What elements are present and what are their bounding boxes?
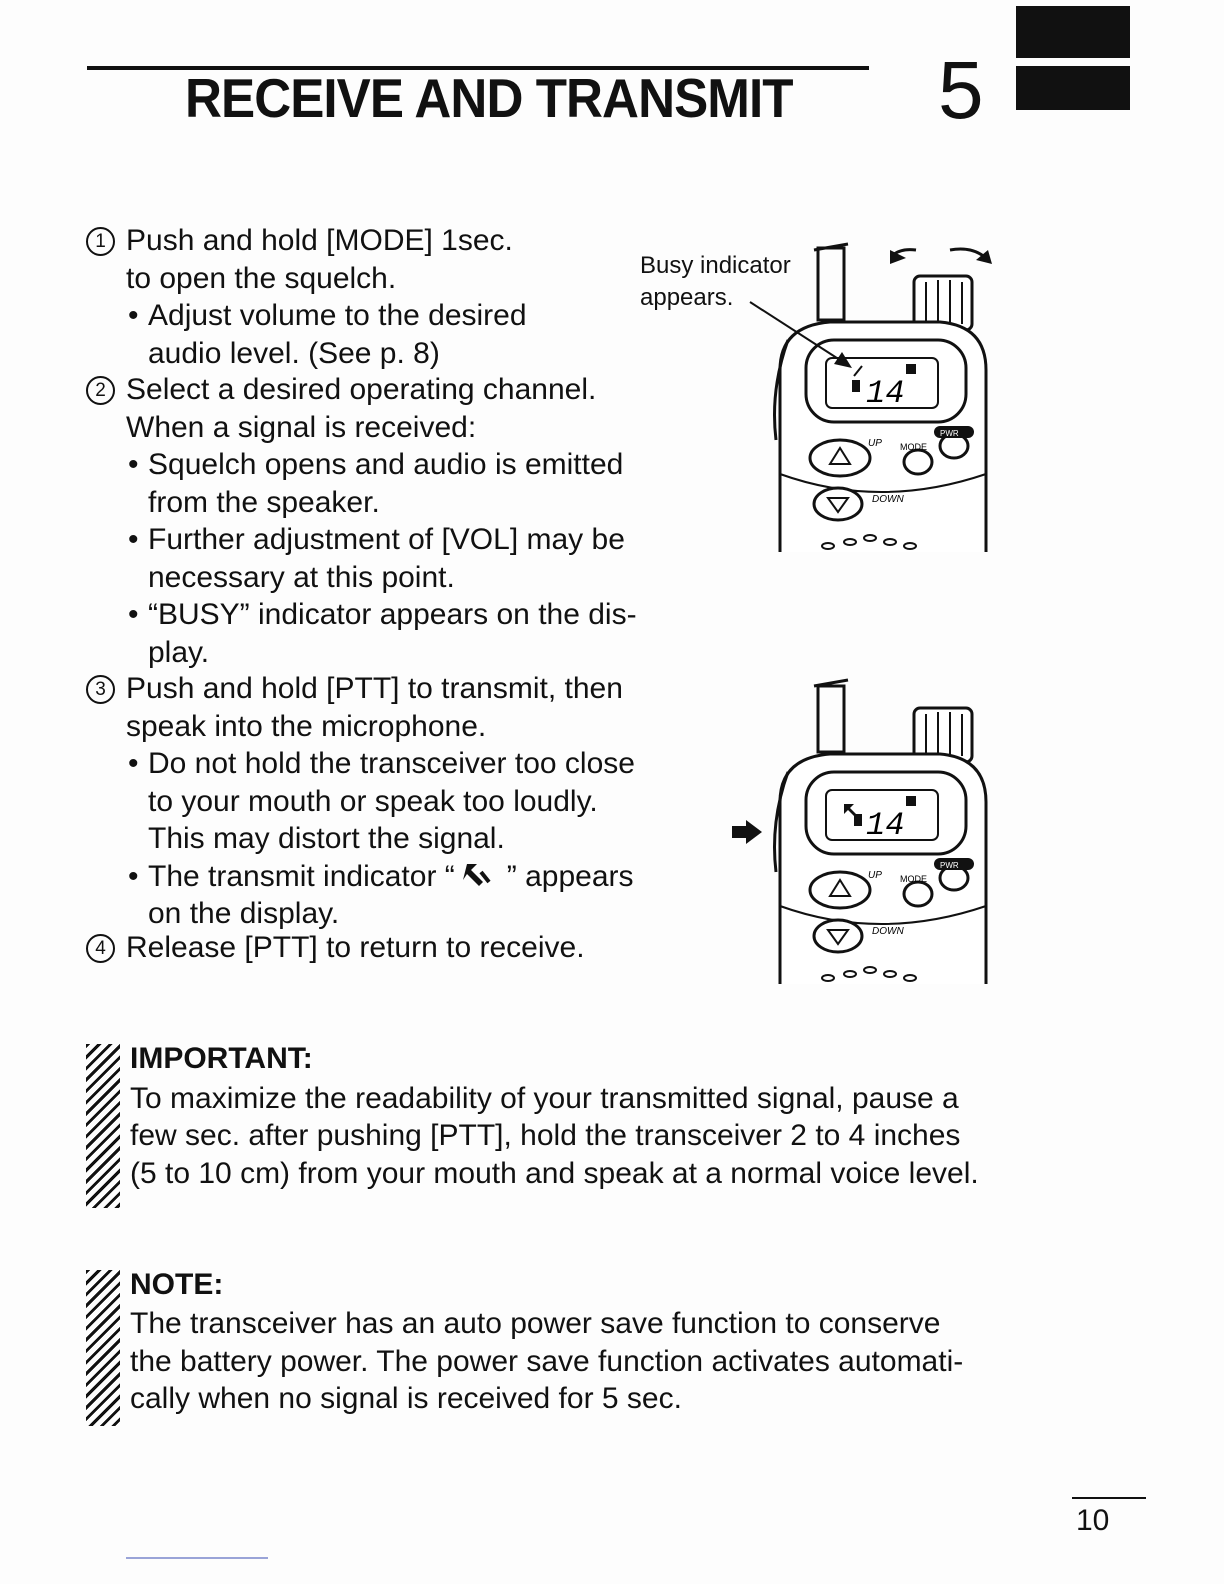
transceiver-receive-figure <box>740 240 1000 560</box>
down-button <box>814 920 862 952</box>
step-4 <box>86 929 585 967</box>
chapter-tab-marker <box>1016 66 1130 110</box>
caption-pointer <box>740 290 870 390</box>
power-label: PWR <box>940 429 959 438</box>
power-label: PWR <box>940 861 959 870</box>
bullet-text: from the speaker. <box>148 485 380 519</box>
bullet-text: “BUSY” indicator appears on the dis- <box>148 598 637 631</box>
step-number: 4 <box>86 934 115 963</box>
transmit-indicator-icon <box>455 860 507 890</box>
bullet-text: Further adjustment of [VOL] may be <box>148 523 625 556</box>
bullet-text: to your mouth or speak too loudly. <box>148 784 598 818</box>
step-text: Push and hold [MODE] 1sec. <box>126 224 513 257</box>
bullet-text: on the display. <box>148 897 340 930</box>
mode-label: MODE <box>900 874 927 884</box>
busy-indicator-caption: Busy indicator appears. <box>640 252 791 311</box>
important-text: (5 to 10 cm) from your mouth and speak at a normal voice level. <box>130 1157 979 1190</box>
bullet-text: The transmit indicator “ <box>148 859 455 893</box>
bullet-text: audio level. (See p. 8) <box>148 336 440 370</box>
step-text: speak into the microphone. <box>126 709 487 743</box>
step-1: 1 Push and hold [MODE] 1sec. to open the squelch. • Adjust volume to the desired audio level. (See p. 8) <box>86 222 527 372</box>
note-box <box>86 1266 1046 1426</box>
antenna <box>818 686 844 752</box>
bullet-text: Squelch opens and audio is emitted <box>148 448 624 481</box>
note-text: the battery power. The power save function activates automati- <box>130 1345 964 1378</box>
bullet-text: ” appears <box>506 859 634 893</box>
step-number: 2 <box>86 376 115 405</box>
step-text: When a signal is received: <box>126 410 477 444</box>
bullet-text: This may distort the signal. <box>148 822 505 855</box>
transceiver-transmit-drawing <box>740 672 1000 992</box>
note-text: cally when no signal is received for 5 sec. <box>130 1382 682 1415</box>
bullet-text: necessary at this point. <box>148 560 455 594</box>
up-button <box>810 440 870 476</box>
step-number: 1 <box>86 227 115 256</box>
bullet-text: play. <box>148 635 210 669</box>
chapter-tab-marker <box>1016 6 1130 58</box>
step-text: to open the squelch. <box>126 261 397 295</box>
step-number: 3 <box>86 675 115 704</box>
mode-label: MODE <box>900 442 927 452</box>
mode-button <box>904 882 932 906</box>
up-label: UP <box>868 870 882 881</box>
important-title: IMPORTANT: <box>130 1042 313 1075</box>
channel-readout: 14 <box>866 375 905 412</box>
important-hatch-icon <box>86 1044 120 1208</box>
step-text: Push and hold [PTT] to transmit, then <box>126 672 623 705</box>
important-text: few sec. after pushing [PTT], hold the transceiver 2 to 4 inches <box>130 1119 961 1152</box>
down-label: DOWN <box>872 494 904 505</box>
bullet-text: Do not hold the transceiver too close <box>148 747 635 780</box>
important-box <box>86 1040 1046 1210</box>
page-title: RECEIVE AND TRANSMIT <box>185 67 793 129</box>
note-title: NOTE: <box>130 1268 224 1301</box>
important-text: To maximize the readability of your transmitted signal, pause a <box>130 1082 959 1115</box>
up-button <box>810 872 870 908</box>
step-2: 2 Select a desired operating channel. When a signal is received: • Squelch opens and audio is emitted from the speaker. • Further adjustment of [VOL] may be necessary at this point. • “BUSY” indicator appears on the dis- play. <box>86 371 637 671</box>
note-hatch-icon <box>86 1270 120 1426</box>
mode-button <box>904 450 932 474</box>
transceiver-transmit-figure <box>740 672 1000 992</box>
step-text: Release [PTT] to return to receive. <box>126 931 585 964</box>
channel-readout: 14 <box>866 807 905 844</box>
chapter-number: 5 <box>938 45 984 136</box>
footer-line <box>126 1557 268 1559</box>
page-number-rule <box>1072 1497 1146 1499</box>
down-button <box>814 488 862 520</box>
down-label: DOWN <box>872 926 904 937</box>
page-number: 10 <box>1076 1504 1110 1537</box>
transceiver-receive-drawing <box>740 240 1000 560</box>
step-3: 3 Push and hold [PTT] to transmit, then speak into the microphone. • Do not hold the transceiver too close to your mouth or speak too loudly. This may distort the signal. • The transmit indicator “ ” appears on the display. <box>86 670 635 933</box>
step-text: Select a desired operating channel. <box>126 373 597 406</box>
bullet-text: Adjust volume to the desired <box>148 299 527 332</box>
note-text: The transceiver has an auto power save function to conserve <box>130 1307 941 1340</box>
up-label: UP <box>868 438 882 449</box>
